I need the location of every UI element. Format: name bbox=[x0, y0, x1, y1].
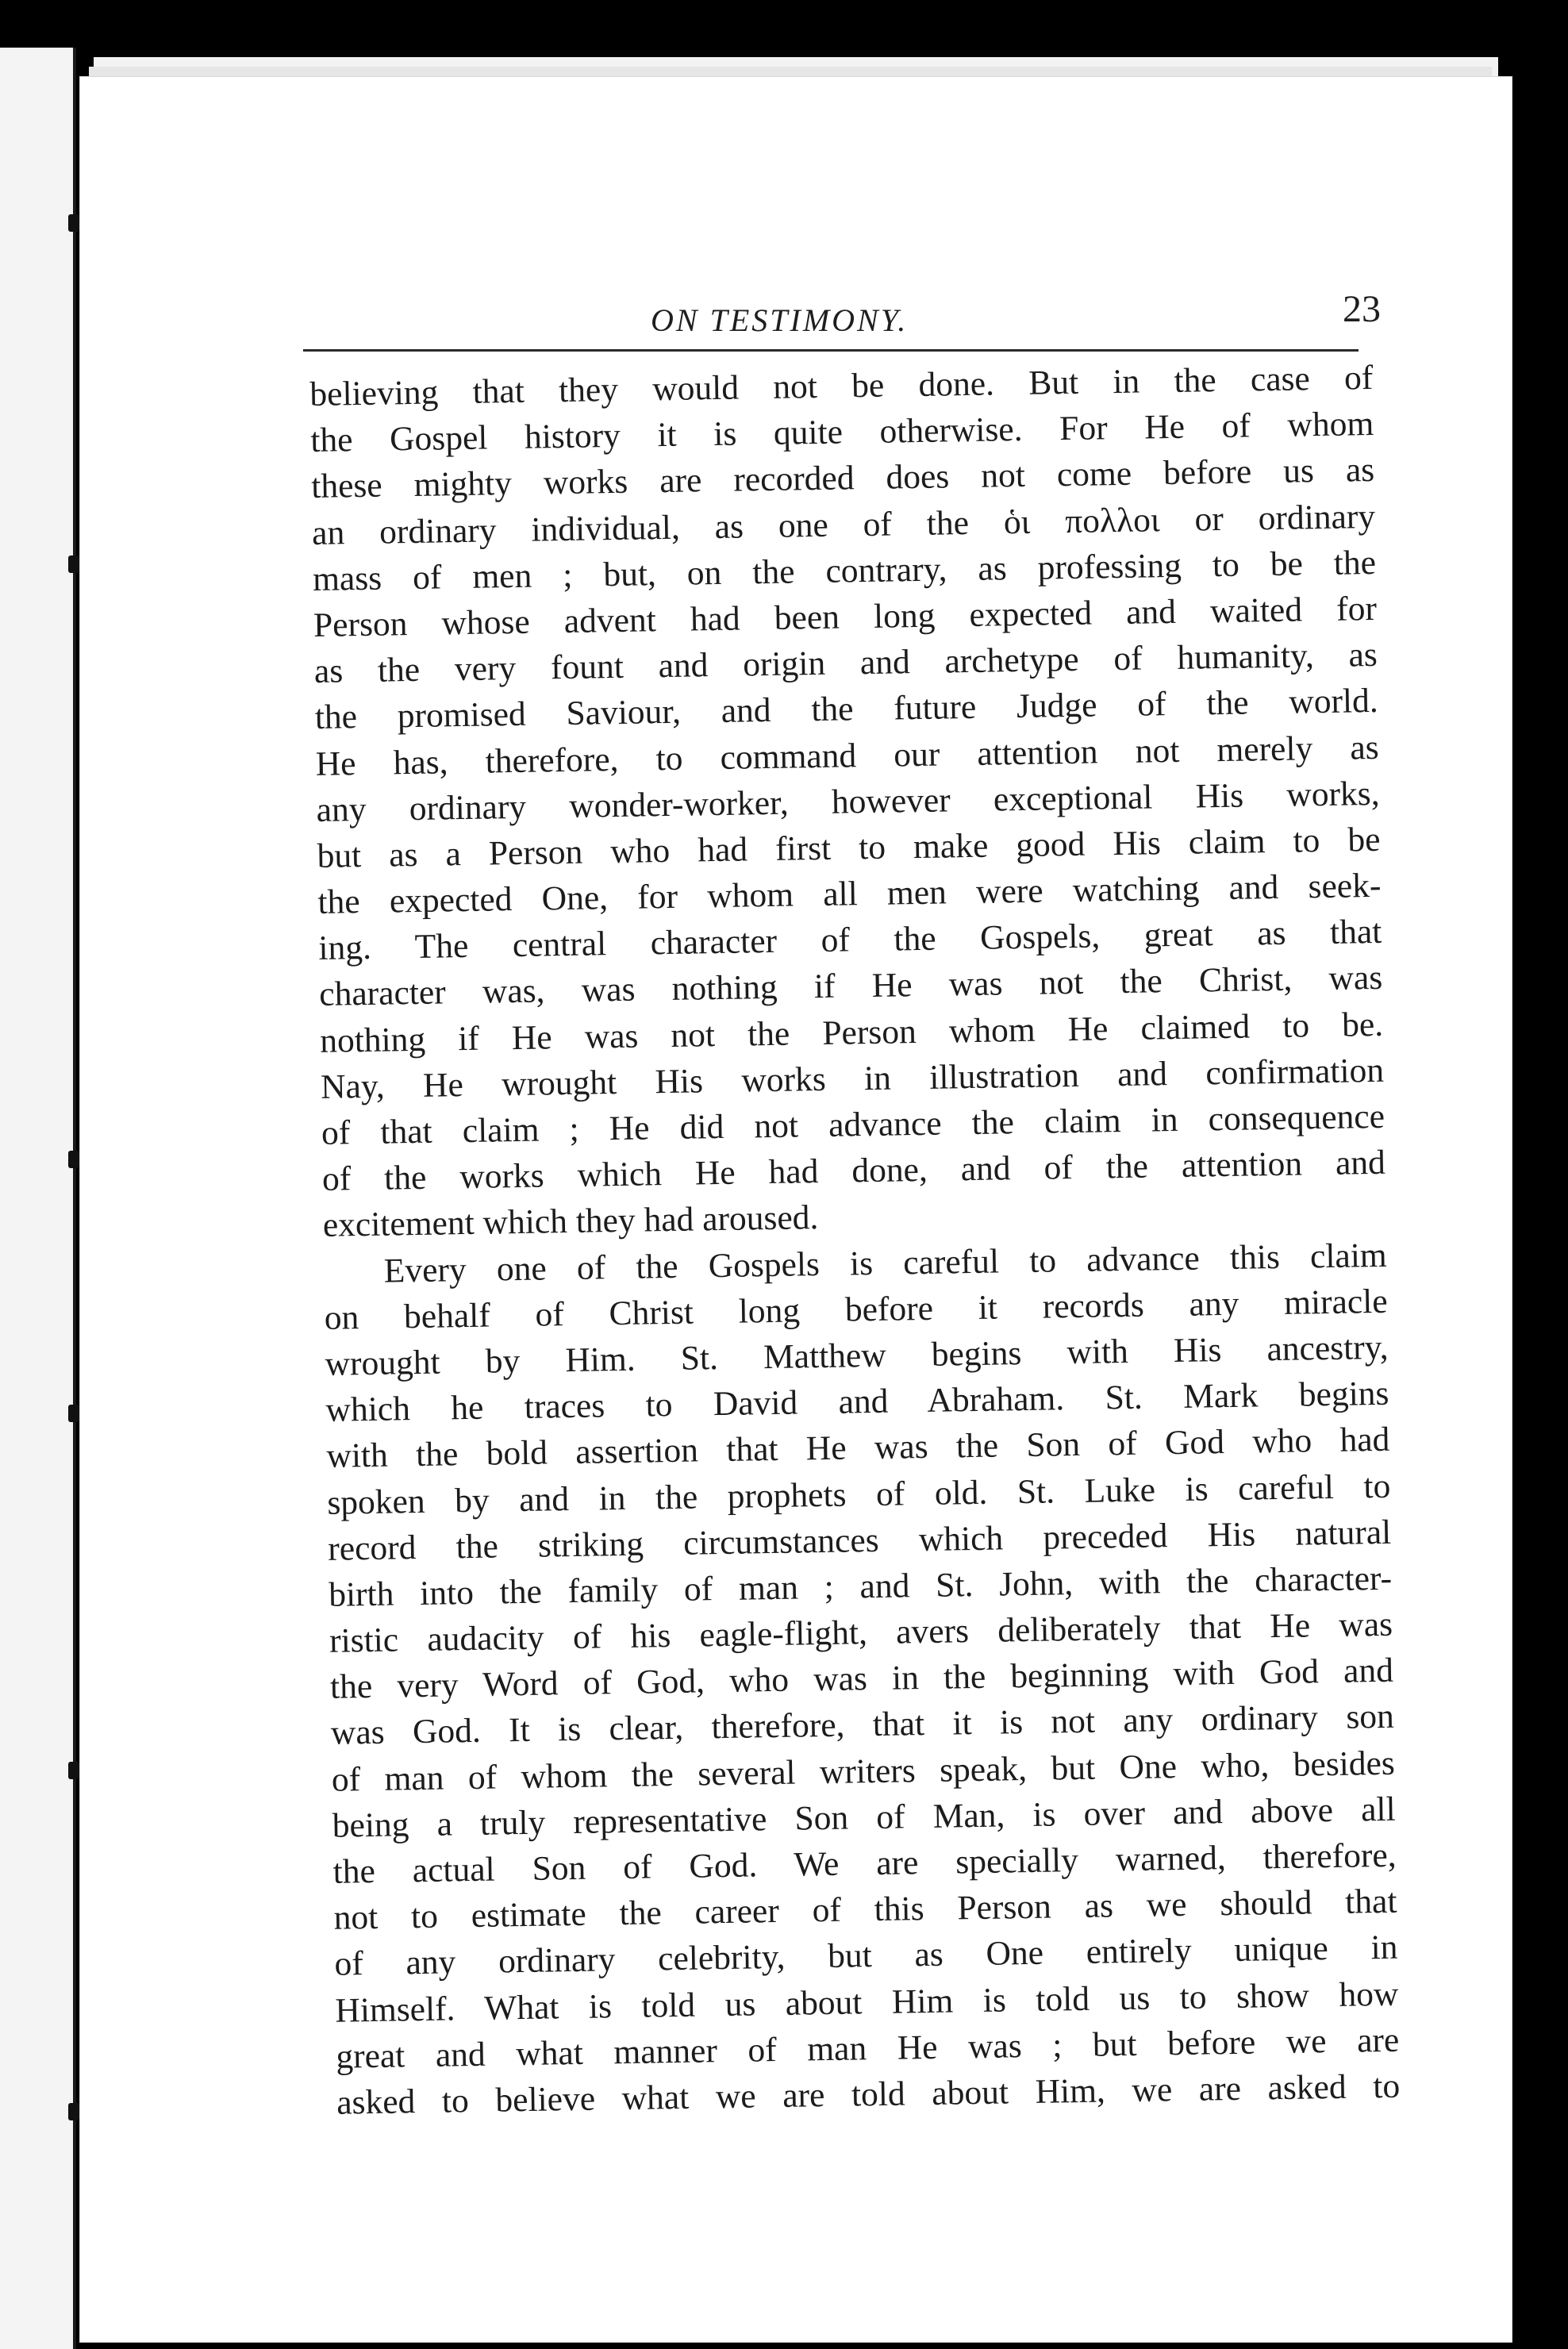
text-line: record the striking circumstances which preceded His natural bbox=[327, 1513, 1392, 1568]
page-number: 23 bbox=[1343, 288, 1381, 330]
text-line: the very Word of God, who was in the beginning with God and bbox=[329, 1651, 1394, 1707]
text-line: the expected One, for whom all men were watching and seek- bbox=[317, 866, 1382, 921]
text-line: being a truly representative Son of Man, is over and above all bbox=[332, 1790, 1397, 1845]
text-line: not to estimate the career of this Person as we should that bbox=[333, 1882, 1397, 1937]
text-line: any ordinary wonder-worker, however exceptional His works, bbox=[316, 774, 1380, 829]
text-line: believing that they would not be done. But in the case of bbox=[309, 358, 1374, 413]
text-line: wrought by Him. St. Matthew begins with His ancestry, bbox=[325, 1328, 1389, 1383]
binding-stitch bbox=[68, 214, 79, 232]
binding-stitch bbox=[68, 1762, 79, 1779]
text-line: Every one of the Gospels is careful to advance this claim bbox=[383, 1236, 1388, 1290]
text-line: the promised Saviour, and the future Judge of the world. bbox=[314, 682, 1379, 737]
text-line: these mighty works are recorded does not come before us as bbox=[310, 451, 1375, 506]
text-line: great and what manner of man He was ; but before we are bbox=[335, 2020, 1400, 2076]
text-line: Person whose advent had been long expected and waited for bbox=[313, 589, 1378, 644]
text-line: with the bold assertion that He was the Son of God who had bbox=[326, 1421, 1390, 1476]
text-line: an ordinary individual, as one of the ὁι πολλοι or ordinary bbox=[311, 497, 1376, 552]
body-text bbox=[309, 355, 1401, 2126]
text-line: spoken by and in the prophets of old. St. Luke is careful to bbox=[327, 1467, 1391, 1522]
text-line: of man of whom the several writers speak, but One who, besides bbox=[331, 1743, 1396, 1799]
binding-stitch bbox=[68, 556, 79, 573]
text-line: of that claim ; He did not advance the claim in consequence bbox=[321, 1097, 1385, 1152]
book-binding bbox=[0, 48, 76, 2349]
binding-stitch bbox=[68, 1151, 79, 1168]
text-line: ristic audacity of his eagle-flight, avers deliberately that He was bbox=[329, 1605, 1393, 1660]
binding-stitch bbox=[68, 2103, 79, 2120]
text-line: of any ordinary celebrity, but as One entirely unique in bbox=[334, 1928, 1398, 1984]
text-line: excitement which they had aroused. bbox=[322, 1198, 819, 1245]
running-title: ON TESTIMONY. bbox=[651, 302, 909, 338]
text-line: mass of men ; but, on the contrary, as professing to be the bbox=[312, 543, 1377, 598]
text-line: on behalf of Christ long before it records any miracle bbox=[324, 1282, 1388, 1337]
text-line: the actual Son of God. We are specially warned, therefore, bbox=[332, 1836, 1397, 1891]
text-line: but as a Person who had first to make good His claim to be bbox=[317, 820, 1381, 875]
text-line: the Gospel history it is quite otherwise. For He of whom bbox=[309, 405, 1374, 460]
text-line: as the very fount and origin and archetype of humanity, as bbox=[313, 636, 1378, 691]
text-line: was God. It is clear, therefore, that it is not any ordinary son bbox=[330, 1697, 1395, 1753]
binding-stitch bbox=[68, 1405, 79, 1422]
text-line: which he traces to David and Abraham. St. Mark begins bbox=[325, 1374, 1389, 1429]
text-line: He has, therefore, to command our attention not merely as bbox=[315, 728, 1379, 783]
book-page bbox=[79, 76, 1512, 2343]
text-line: asked to believe what we are told about Him, we are asked to bbox=[336, 2066, 1401, 2122]
text-line: of the works which He had done, and of the attention and bbox=[321, 1144, 1386, 1199]
header-rule bbox=[303, 349, 1359, 352]
text-line: Nay, He wrought His works in illustration and confirmation bbox=[320, 1051, 1385, 1106]
text-line: birth into the family of man ; and St. John, with the character- bbox=[328, 1559, 1393, 1614]
text-line: ing. The central character of the Gospels, great as that bbox=[318, 913, 1382, 968]
text-line: nothing if He was not the Person whom He claimed to be. bbox=[319, 1005, 1384, 1060]
running-head bbox=[309, 286, 1381, 349]
text-line: character was, was nothing if He was not the Christ, was bbox=[318, 959, 1383, 1014]
text-line: Himself. What is told us about Him is told us to show how bbox=[335, 1974, 1399, 2030]
